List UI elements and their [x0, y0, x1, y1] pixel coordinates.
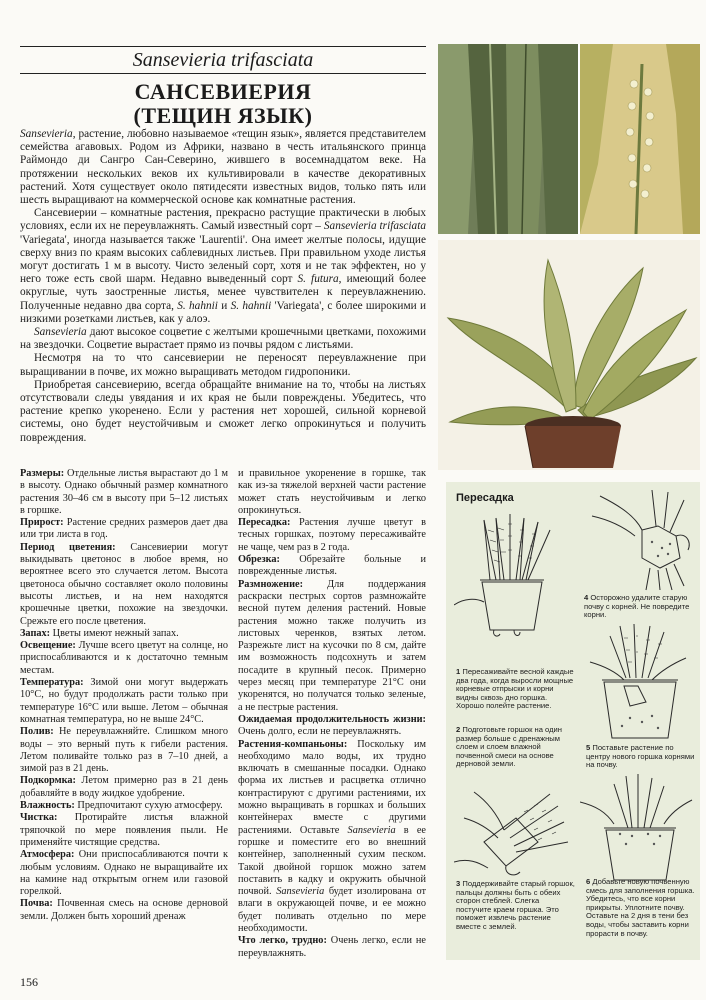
- repotting-step-4: 4 Осторожно удалите старую почву с корней. Не повредите корни.: [584, 593, 690, 620]
- intro-paragraph-1: [20, 128, 426, 207]
- panel-title: Пересадка: [456, 492, 514, 504]
- repotting-step-6: 6 Добавьте новую почвенную смесь для заполнения горшка. Убедитесь, что все корни прикрыты. Уплотните почву. Оставьте на 2 дня в тени без воды, чтобы заставить корни прорасти в почву.: [586, 877, 695, 938]
- care-item: Размножение: Для поддержания раскраски пестрых сортов размножайте весной путем деления растений. Новые растения можно также получить из листовых черенков, взятых летом. Разрежьте лист на кусочки по 8 см, дайте им возможность подсохнуть и затем посадите в крупный песок. Примерно через месяц при температуре 21°С они укоренятся, но получатся только зеленые, а не пестрые растения.: [238, 578, 426, 713]
- paragraph-text: 'Variegata', иногда называется также 'Laurentii'. Она имеет желтые полосы, идущие сверху вниз по краям высоких саблевидных листьев. При правильном уходе листья могут достигать 1 м в высоту. Чисто зеленый сорт, хотя и не так эффектен, но у него тоже есть свой шарм. Недавно выведенный сорт: [20, 233, 426, 286]
- latin-term: Sansevieria trifasciata: [323, 220, 426, 233]
- paragraph-text: , имеющий более округлые, чуть заостренные листья, менее чувствителен к переувлажнению. Полученные недавно два сорта,: [20, 273, 427, 312]
- care-item: Запах: Цветы имеют нежный запах.: [20, 627, 179, 639]
- header-rule-top: [20, 46, 426, 47]
- intro-paragraph-2: [20, 207, 426, 326]
- care-item: Прирост: Растение средних размеров дает два или три листа в год.: [20, 517, 228, 541]
- care-item: Размеры: Отдельные листья вырастают до 1 м в высоту. Однако обычный размер комнатного растения 30–46 см в высоту при 5–12 листьях в горшке.: [20, 468, 228, 516]
- illustration-step-3: [454, 772, 578, 884]
- care-item: Почва: Почвенная смесь на основе дерновой земли. Должен быть хороший дренаж: [20, 898, 228, 922]
- latin-term: S. hahnii: [230, 299, 272, 312]
- latin-term: Sansevieria: [34, 326, 87, 339]
- latin-term: Sansevieria: [20, 128, 73, 140]
- paragraph-text: , растение, любовно называемое «тещин язык», является представителем семейства агавовых. Родом из Африки, названо в честь итальянского принца Раймондо ди Сангро Сан-Северино, жившего в восемнадцатом веке. На протяжении нескольких веков их культивировали в качестве декоративных растений. Хотя существует около пятидесяти известных видов, только пять или шесть выращивают на коммерческой основе как комнатные растения.: [20, 128, 426, 207]
- care-item: Обрезка: Обрезайте больные и поврежденные листья.: [238, 554, 426, 578]
- repotting-step-5: 5 Поставьте растение по центру нового горшка корнями на почву.: [586, 743, 695, 770]
- page-title-line2: (ТЕЩИН ЯЗЫК): [133, 103, 313, 128]
- intro-text: [20, 128, 426, 445]
- article-header: [20, 46, 426, 128]
- latin-name: Sansevieria trifasciata: [132, 49, 314, 71]
- leaf-closeup-photo: [438, 44, 700, 234]
- care-item: Чистка: Протирайте листья влажной тряпочкой по мере появления пыли. Не применяйте чистящие средства.: [20, 812, 228, 848]
- repotting-panel: [446, 482, 700, 960]
- care-item-continued: и правильное укоренение в горшке, так как из-за тяжелой верхней части растение может стать неустойчивым и легко опрокинуться.: [238, 468, 426, 516]
- page-title-line1: САНСЕВИЕРИЯ: [134, 79, 312, 104]
- care-column-1: [20, 468, 228, 923]
- page-number: 156: [20, 975, 38, 989]
- intro-paragraph-4: Несмотря на то что сансевиерии не переносят переувлажнение при выращивании в почве, их можно выращивать методом гидропоники.: [20, 352, 426, 378]
- care-item: Пересадка: Растения лучше цветут в тесных горшках, поэтому пересаживайте не чаще, чем раз в 2 года.: [238, 517, 426, 553]
- latin-term: S. hahnii: [177, 299, 218, 312]
- care-item: Что легко, трудно: Очень легко, если не переувлажнять.: [238, 935, 426, 959]
- care-item: Температура: Зимой они могут выдержать 10°С, но будут продолжать расти только при температуре 16°С или выше. Летом – обычная комнатная температура, но не выше 24°С.: [20, 677, 228, 725]
- paragraph-text: и: [217, 299, 231, 312]
- care-item: Освещение: Лучше всего цветут на солнце, но приспосабливаются и к достаточно темным местам.: [20, 640, 228, 676]
- repotting-step-1: 1 Пересаживайте весной каждые два года, когда выросли мощные корневые отпрыски и корни видны сквозь дно горшка. Хорошо полейте растение.: [456, 667, 574, 711]
- repotting-step-2: 2 Подготовьте горшок на один размер больше с дренажным слоем и слоем влажной почвенной смеси на основе дерновой земли.: [456, 725, 562, 769]
- care-item: Подкормка: Летом примерно раз в 21 день добавляйте в воду жидкое удобрение.: [20, 775, 228, 799]
- paragraph-text: Сансевиерии – комнатные растения, прекрасно растущие практически в любых условиях, если их не переувлажнять. Самый известный сорт –: [20, 207, 426, 233]
- header-rule-bottom: [20, 73, 426, 74]
- intro-paragraph-3: [20, 326, 426, 352]
- repotting-step-3: 3 Поддерживайте старый горшок, пальцы должны быть с обеих сторон стеблей. Слегка постучите краем горшка. Это поможет извлечь растение вместе с землей.: [456, 879, 575, 931]
- latin-term: S. futura: [297, 273, 339, 286]
- illustration-step-4: [580, 486, 696, 594]
- paragraph-text: 'Variegata', с более широкими и низкими розетками листьев, как у алоэ.: [20, 299, 427, 325]
- care-column-2: [238, 468, 426, 960]
- care-item: Период цветения: Сансевиерии могут выкидывать цветонос в любое время, но вероятнее всего это случается летом. Высота цветоноса обычно составляет около половины высоты листьев, и на нем находятся крошечные цветки, похожие на звездочки. Срежьте его после цветения.: [20, 541, 229, 627]
- care-item: Атмосфера: Они приспосабливаются почти к любым условиям. Однако не выращивайте их на камине над открытым огнем или газовой горелкой.: [20, 849, 228, 898]
- care-item: Ожидаемая продолжительность жизни: Очень долго, если не переувлажнять.: [238, 713, 426, 738]
- care-item: Влажность: Предпочитают сухую атмосферу.: [20, 800, 223, 812]
- care-item: Растения-компаньоны: Поскольку им необходимо мало воды, их трудно включать в смешанные посадки. Однако форма их листьев и расцветка отлично контрастируют с другими растениями, их можно выращивать в горшках и больших контейнерах вместе с другими растениями. Оставьте Sansevieria в ее горшке и поместите его во внешний контейнер, заполненный сухим песком. Такой двойной горшок можно затем поставить в кадку и окружить обычной почвой. Sansevieria будет изолирована от влаги в окружающей почве, и ее можно будет поливать отдельно по мере необходимости.: [238, 738, 427, 934]
- illustration-step-1: [454, 510, 574, 640]
- potted-plant-photo: [438, 240, 700, 470]
- paragraph-text: дают высокое соцветие с желтыми крошечными цветками, похожими на звездочки. Соцветие вырастает прямо из почвы рядом с листьями.: [20, 326, 426, 352]
- intro-paragraph-5: Приобретая сансевиерию, всегда обращайте внимание на то, чтобы на листьях отсутствовали следы увядания и их края не были повреждены. Убедитесь, что растение крепко укоренено. Если у растения нет хорошей, сильной корневой системы, оно будет неустойчивым и сможет легко опрокинуться и получить повреждения.: [20, 378, 426, 444]
- care-item: Полив: Не переувлажняйте. Слишком много воды – это верный путь к гибели растения. Летом поливайте только раз в 7–10 дней, а зимой раз в 21 день.: [20, 726, 228, 775]
- illustration-step-5: [580, 622, 696, 742]
- illustration-step-6: [580, 772, 696, 884]
